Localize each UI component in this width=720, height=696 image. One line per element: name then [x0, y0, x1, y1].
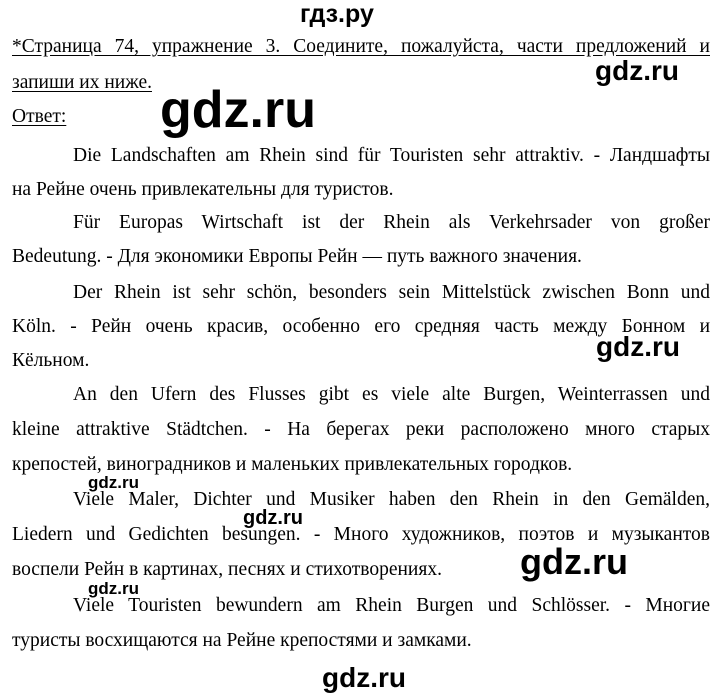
task-line-2: запиши их ниже. [12, 72, 152, 93]
answer-label: Ответ: [12, 106, 67, 127]
answer-line: An den Ufern des Flusses gibt es viele alte Burgen, Weinterrassen und [73, 384, 710, 405]
watermark: gdz.ru [322, 662, 406, 693]
answer-line: Die Landschaften am Rhein sind für Touristen sehr attraktiv. - Ландшафты [73, 145, 710, 166]
answer-line: Liedern und Gedichten besungen. - Много художников, поэтов и музыкантов [12, 524, 710, 545]
watermark: gdz.ru [88, 579, 139, 598]
answer-line: воспели Рейн в картинах, песнях и стихотворениях. [12, 559, 442, 580]
answer-line: на Рейне очень привлекательны для туристов. [12, 179, 394, 200]
site-header: гдз.ру [300, 0, 374, 28]
answer-line: Der Rhein ist sehr schön, besonders sein Mittelstück zwischen Bonn und [73, 282, 710, 303]
watermark: gdz.ru [160, 81, 316, 139]
answer-line: Кёльном. [12, 350, 90, 371]
watermark: gdz.ru [595, 55, 679, 86]
task-line-1: *Страница 74, упражнение 3. Соедините, пожалуйста, части предложений и [12, 36, 710, 57]
watermark: gdz.ru [520, 541, 628, 582]
watermark: gdz.ru [88, 473, 139, 492]
watermark: gdz.ru [243, 507, 303, 529]
answer-line: туристы восхищаются на Рейне крепостями и замками. [12, 630, 472, 651]
watermark: gdz.ru [596, 331, 680, 362]
answer-line: Viele Maler, Dichter und Musiker haben den Rhein in den Gemälden, [73, 489, 710, 510]
answer-line: Köln. - Рейн очень красив, особенно его средняя часть между Бонном и [12, 316, 710, 337]
answer-line: Viele Touristen bewundern am Rhein Burgen und Schlösser. - Многие [73, 595, 710, 616]
answer-line: Für Europas Wirtschaft ist der Rhein als Verkehrsader von großer [73, 212, 710, 233]
answer-line: Bedeutung. - Для экономики Европы Рейн — путь важного значения. [12, 246, 582, 267]
answer-line: крепостей, виноградников и маленьких привлекательных городков. [12, 454, 573, 475]
answer-line: kleine attraktive Städtchen. - На берегах реки расположено много старых [12, 419, 710, 440]
